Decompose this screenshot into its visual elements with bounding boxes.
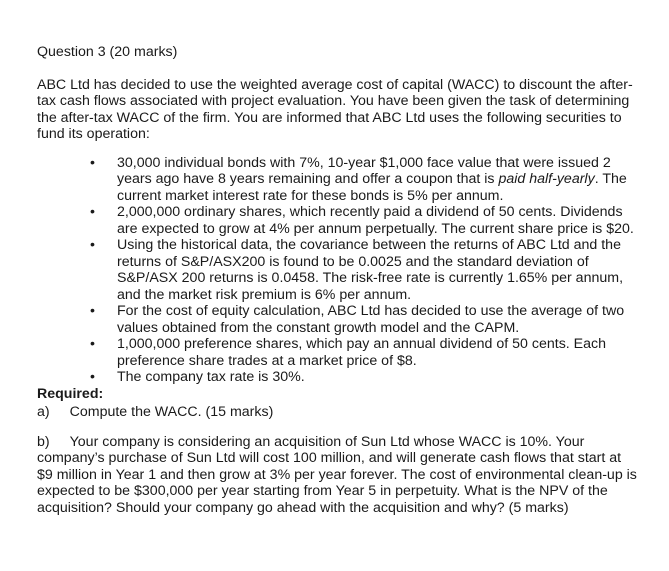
list-item-cost-of-equity: • For the cost of equity calculation, ABC Ltd has decided to use the average of two values obtained from the constant growth model and the CAPM. [90, 303, 625, 336]
list-item-bonds: • 30,000 individual bonds with 7%, 10-year $1,000 face value that were issued 2 years ago have 8 years remaining and offer a coupon that is paid half-yearly. The current market interest rate for these bonds is 5% per annum. [90, 154, 627, 204]
bullet-icon: • [90, 336, 95, 352]
question-document [37, 44, 637, 516]
part-a-label: a) [37, 404, 50, 420]
bullet-icon: • [90, 154, 95, 171]
part-b [37, 434, 637, 517]
bullet-icon: • [90, 204, 95, 220]
bullet-icon: • [90, 237, 95, 253]
question-intro: ABC Ltd has decided to use the weighted average cost of capital (WACC) to discount the after-tax cash flows associated with project evaluation. You have been given the task of determining the after-tax WACC of the firm. You are informed that ABC Ltd uses the following securities to fund its operation: [37, 76, 633, 142]
bullet-icon: • [90, 369, 95, 385]
list-item-ordinary-shares: • 2,000,000 ordinary shares, which recently paid a dividend of 50 cents. Dividends are expected to grow at 4% per annum perpetually. The current share price is $20. [90, 204, 634, 237]
part-b-label: b) [37, 433, 50, 450]
part-a [37, 404, 637, 421]
list-item-tax-rate: • The company tax rate is 30%. [90, 369, 305, 385]
securities-list [37, 155, 637, 386]
required-heading: Required: [37, 385, 104, 402]
question-title: Question 3 (20 marks) [37, 44, 178, 60]
bullet-icon: • [90, 303, 95, 319]
part-a-text: Compute the WACC. (15 marks) [69, 404, 274, 420]
list-item-preference-shares: • 1,000,000 preference shares, which pay an annual dividend of 50 cents. Each preference share trades at a market price of $8. [90, 336, 607, 369]
list-item-covariance: • Using the historical data, the covariance between the returns of ABC Ltd and the returns of S&P/ASX200 is found to be 0.0025 and the standard deviation of S&P/ASX 200 returns is 0.0458. The risk-free rate is currently 1.65% per annum, and the market risk premium is 6% per annum. [90, 237, 624, 303]
part-b-text: Your company is considering an acquisition of Sun Ltd whose WACC is 10%. Your company’s purchase of Sun Ltd will cost 100 million, and will generate cash flows that start at $9 million in Year 1 and then grow at 3% per year forever. The cost of environmental clean-up is expected to be $300,000 per year starting from Year 5 in perpetuity. What is the NPV of the acquisition? Should your company go ahead with the acquisition and why? (5 marks) [37, 433, 637, 516]
